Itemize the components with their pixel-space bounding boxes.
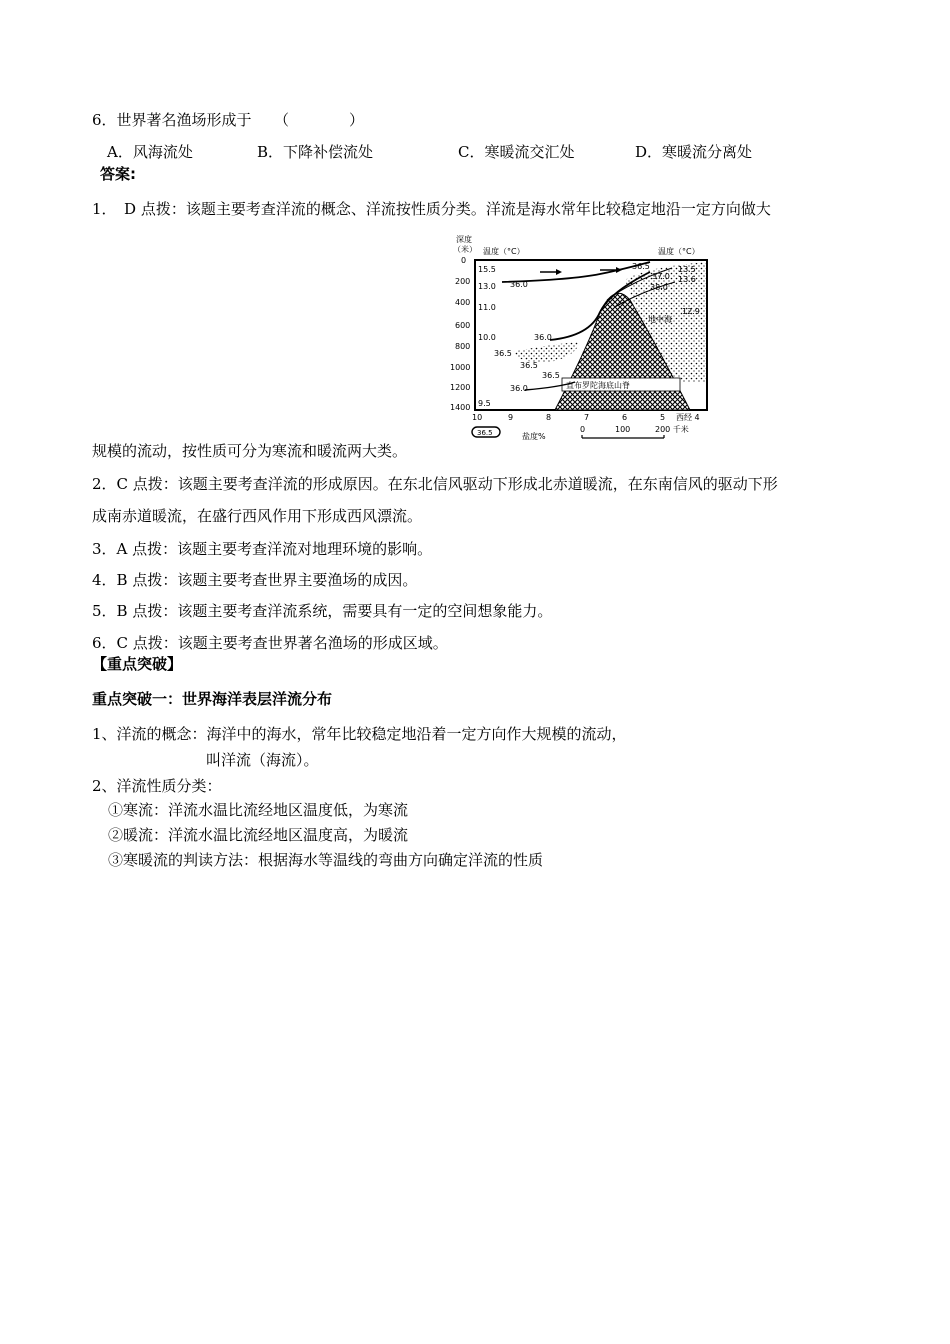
salinity-value: 36.5 <box>520 361 538 370</box>
scale-tick: 0 <box>580 425 586 434</box>
legend-label: 盐度% <box>522 432 546 441</box>
scale-bar <box>582 435 664 438</box>
salinity-value: 38.0 <box>650 283 668 292</box>
option-a: A．风海流处 <box>107 143 193 161</box>
depth-tick: 1400 <box>450 403 471 412</box>
salinity-value: 36.0 <box>510 384 528 393</box>
ocean-profile-figure <box>450 232 720 447</box>
x-tick: 5 <box>660 413 666 422</box>
depth-tick: 1000 <box>450 363 471 372</box>
question-6-stem: 6．世界著名渔场形成于 （ ） <box>92 111 365 129</box>
temp-label-left: 温度（°C） <box>483 247 525 256</box>
classification-cold: ①寒流：洋流水温比流经地区温度低，为寒流 <box>108 801 409 819</box>
x-tick: 6 <box>622 413 628 422</box>
concept-line-2: 叫洋流（海流）。 <box>206 751 319 769</box>
classification-warm: ②暖流：洋流水温比流经地区温度高，为暖流 <box>108 826 409 844</box>
temp-value: 15.5 <box>478 265 496 274</box>
scale-tick: 100 <box>615 425 631 434</box>
scale-tick: 200 千米 <box>655 425 689 434</box>
depth-tick: 800 <box>455 342 471 351</box>
temp-value: 11.0 <box>478 303 496 312</box>
classification-heading: 2、洋流性质分类： <box>92 777 222 795</box>
x-tick: 10 <box>472 413 483 422</box>
salinity-value: 36.0 <box>534 333 552 342</box>
temp-value: 10.0 <box>478 333 496 342</box>
classification-method: ③寒暖流的判读方法：根据海水等温线的弯曲方向确定洋流的性质 <box>108 851 544 869</box>
temp-value: 13.0 <box>478 282 496 291</box>
answer-1-line-1: 1． D 点拨：该题主要考查洋流的概念、洋流按性质分类。洋流是海水常年比较稳定地沿一定方向做大 <box>92 200 771 218</box>
depth-tick: 1200 <box>450 383 471 392</box>
salinity-value: 36.0 <box>510 280 528 289</box>
temp-value: 9.5 <box>478 399 491 408</box>
sea-label: 地中海 <box>648 315 672 324</box>
option-d: D．寒暖流分离处 <box>635 143 753 161</box>
answer-6: 6．C 点拨：该题主要考查世界著名渔场的形成区域。 <box>92 634 448 652</box>
depth-tick: 600 <box>455 321 471 330</box>
temp-value: 13.6 <box>678 275 696 284</box>
temp-value: 12.9 <box>682 307 700 316</box>
y-title-2: （米） <box>453 245 477 254</box>
x-tick: 9 <box>508 413 514 422</box>
concept-line-1: 1、洋流的概念：海洋中的海水，常年比较稳定地沿着一定方向作大规模的流动， <box>92 725 627 743</box>
ridge-label: 直布罗陀海底山脊 <box>566 381 630 390</box>
x-tick: 西经 4 <box>676 413 700 422</box>
legend-value: 36.5 <box>477 429 493 437</box>
answer-2-line-1: 2．C 点拨：该题主要考查洋流的形成原因。在东北信风驱动下形成北赤道暖流，在东南信风的驱动下形 <box>92 475 778 493</box>
answer-2-line-2: 成南赤道暖流，在盛行西风作用下形成西风漂流。 <box>92 507 423 525</box>
salinity-value: 37.0 <box>652 272 670 281</box>
depth-tick: 0 <box>461 256 467 265</box>
temp-value: 13.5 <box>678 265 696 274</box>
y-title-1: 深度 <box>456 235 472 244</box>
option-c: C．寒暖流交汇处 <box>458 143 575 161</box>
x-tick: 7 <box>584 413 590 422</box>
temp-label-right: 温度（°C） <box>658 247 700 256</box>
salinity-value: 36.5 <box>494 349 512 358</box>
answer-3: 3．A 点拨：该题主要考查洋流对地理环境的影响。 <box>92 540 433 558</box>
salinity-value: 36.5 <box>542 371 560 380</box>
salinity-value: 36.5 <box>632 262 650 271</box>
answer-5: 5．B 点拨：该题主要考查洋流系统，需要具有一定的空间想象能力。 <box>92 602 553 620</box>
section-heading: 【重点突破】 <box>92 655 183 673</box>
option-b: B．下降补偿流处 <box>257 143 374 161</box>
answer-4: 4．B 点拨：该题主要考查世界主要渔场的成因。 <box>92 571 418 589</box>
answers-heading: 答案: <box>100 165 136 183</box>
depth-tick: 400 <box>455 298 471 307</box>
section-sub-heading: 重点突破一：世界海洋表层洋流分布 <box>92 690 333 708</box>
x-tick: 8 <box>546 413 552 422</box>
answer-1-line-2: 规模的流动，按性质可分为寒流和暖流两大类。 <box>92 442 408 460</box>
depth-tick: 200 <box>455 277 471 286</box>
